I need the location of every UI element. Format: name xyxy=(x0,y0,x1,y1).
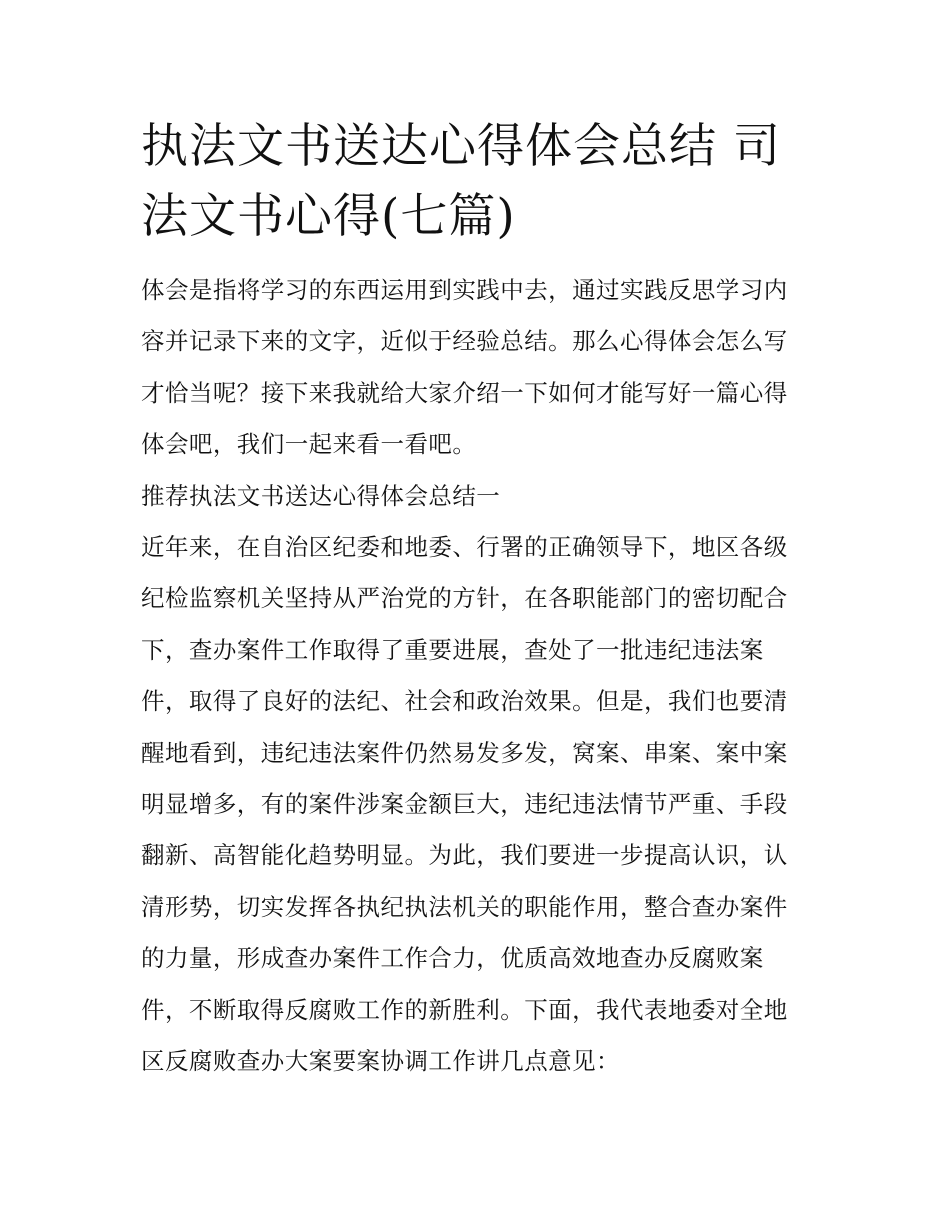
intro-paragraph-line: 体会吧，我们一起来看一看吧。 xyxy=(141,430,477,459)
section-heading: 推荐执法文书送达心得体会总结一 xyxy=(141,481,501,510)
section-paragraph-line: 件，不断取得反腐败工作的新胜利。下面，我代表地委对全地 xyxy=(141,995,788,1024)
section-paragraph-line: 下，查办案件工作取得了重要进展，查处了一批违纪违法案 xyxy=(141,635,764,664)
section-paragraph-line: 翻新、高智能化趋势明显。为此，我们要进一步提高认识，认 xyxy=(141,841,788,870)
section-paragraph-line: 醒地看到，违纪违法案件仍然易发多发，窝案、串案、案中案 xyxy=(141,738,788,767)
intro-paragraph-line: 才恰当呢？接下来我就给大家介绍一下如何才能写好一篇心得 xyxy=(141,378,788,407)
title-line: 执法文书送达心得体会总结 司 xyxy=(141,119,781,174)
intro-paragraph-line: 容并记录下来的文字，近似于经验总结。那么心得体会怎么写 xyxy=(141,327,788,356)
section-paragraph-line: 的力量，形成查办案件工作合力，优质高效地查办反腐败案 xyxy=(141,944,764,973)
section-paragraph-line: 区反腐败查办大案要案协调工作讲几点意见： xyxy=(141,1047,620,1076)
document-content xyxy=(141,112,813,1088)
document-body xyxy=(141,265,813,1088)
section-paragraph-line: 纪检监察机关坚持从严治党的方针，在各职能部门的密切配合 xyxy=(141,584,788,613)
section-paragraph-line: 近年来，在自治区纪委和地委、行署的正确领导下，地区各级 xyxy=(141,533,788,562)
section-paragraph-line: 明显增多，有的案件涉案金额巨大，违纪违法情节严重、手段 xyxy=(141,790,788,819)
document-title xyxy=(141,112,813,252)
intro-paragraph-line: 体会是指将学习的东西运用到实践中去，通过实践反思学习内 xyxy=(141,276,788,304)
section-paragraph-line: 清形势，切实发挥各执纪执法机关的职能作用，整合查办案件 xyxy=(141,892,788,921)
title-line: 法文书心得(七篇) xyxy=(141,189,516,244)
section-paragraph-line: 件，取得了良好的法纪、社会和政治效果。但是，我们也要清 xyxy=(141,687,788,716)
